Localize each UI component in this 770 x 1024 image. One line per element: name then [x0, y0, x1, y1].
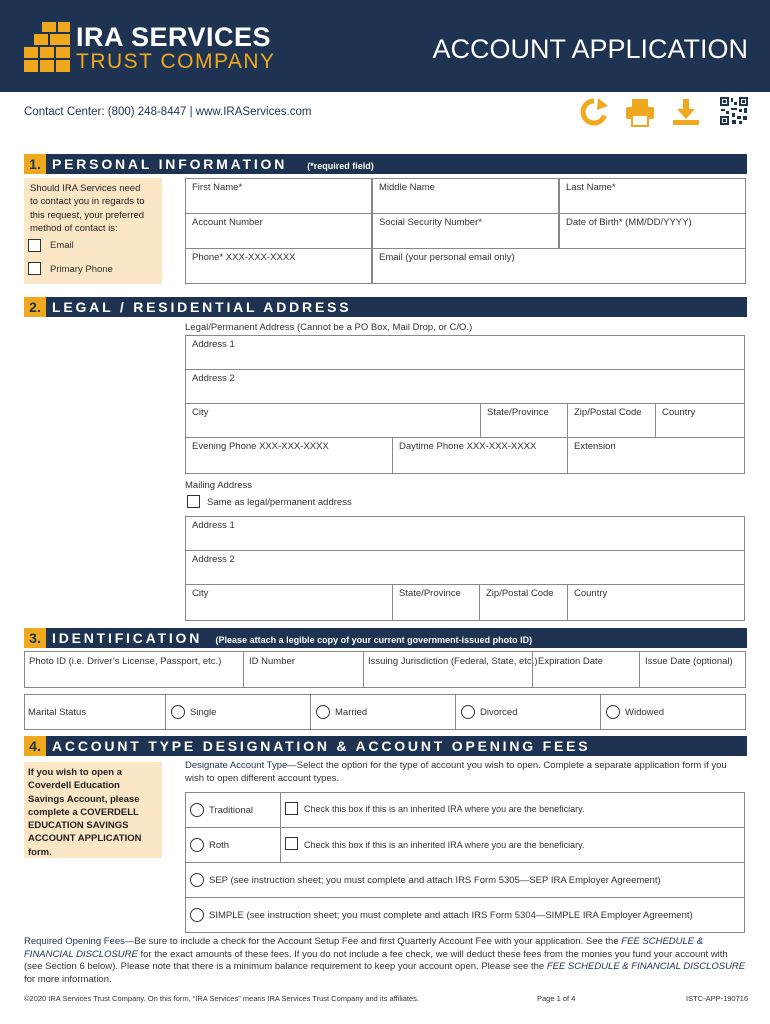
first-name-field[interactable] [185, 178, 372, 214]
date-of-birth-field[interactable] [559, 213, 746, 249]
footer-page-number: Page 1 of 4 [537, 994, 576, 1003]
first-name-label: First Name* [192, 182, 243, 193]
account-number-field[interactable] [185, 213, 372, 249]
single-radio[interactable] [171, 705, 185, 719]
mailing-state-label: State/Province [399, 588, 461, 599]
qr-code-icon [719, 96, 749, 126]
roth-radio[interactable] [190, 838, 204, 852]
section4-title: ACCOUNT TYPE DESIGNATION & ACCOUNT OPENING FEES [52, 738, 591, 754]
legal-address2-field[interactable] [185, 369, 745, 404]
issue-date-field[interactable] [639, 651, 746, 688]
legal-address1-label: Address 1 [192, 339, 235, 350]
extension-field[interactable] [567, 437, 745, 474]
traditional-label: Traditional [209, 805, 254, 816]
legal-address2-label: Address 2 [192, 373, 235, 384]
marital-status-label: Marital Status [28, 707, 87, 718]
section3-number: 3. [24, 628, 46, 648]
phone-field[interactable] [185, 248, 372, 284]
divorced-radio[interactable] [461, 705, 475, 719]
section1-header [24, 154, 747, 174]
email-label: Email (your personal email only) [379, 252, 515, 263]
issuing-jurisdiction-field[interactable] [363, 651, 538, 688]
footer-copyright: ©2020 IRA Services Trust Company. On this form, “IRA Services” means IRA Services Trust Company and its affiliates. [24, 994, 419, 1003]
roth-inherited-label: Check this box if this is an inherited IRA where you are the beneficiary. [304, 840, 585, 850]
mailing-zip-field[interactable] [479, 584, 568, 621]
same-as-legal-label: Same as legal/permanent address [207, 497, 352, 508]
legal-address1-field[interactable] [185, 335, 745, 370]
same-as-legal-checkbox[interactable] [187, 495, 200, 508]
daytime-phone-field[interactable] [392, 437, 568, 474]
id-number-field[interactable] [243, 651, 364, 688]
date-of-birth-label: Date of Birth* (MM/DD/YYYY) [566, 217, 692, 228]
designate-account-type-desc: —Select the option for the type of account you wish to open. Complete a separate application form if you wish to open different account types. [185, 760, 727, 784]
married-label: Married [335, 707, 368, 718]
ssn-field[interactable] [372, 213, 559, 249]
legal-country-field[interactable] [655, 403, 745, 438]
designate-account-type-link[interactable]: Designate Account Type [185, 760, 288, 771]
expiration-date-label: Expiration Date [538, 656, 603, 667]
daytime-phone-label: Daytime Phone XXX-XXX-XXXX [399, 441, 537, 452]
evening-phone-field[interactable] [185, 437, 393, 474]
simple-label: SIMPLE (see instruction sheet; you must complete and attach IRS Form 5304—SIMPLE IRA Employer Agreement) [209, 910, 693, 921]
section4-number: 4. [24, 736, 46, 756]
contact-preference-text: Should IRA Services need to contact you in regards to this request, your preferred method of contact is: [30, 183, 145, 234]
fee-schedule-link-1[interactable]: FEE SCHEDULE & FINANCIAL DISCLOSURE [24, 936, 704, 960]
photo-id-label: Photo ID (i.e. Driver’s License, Passport, etc.) [29, 656, 222, 667]
legal-state-field[interactable] [480, 403, 568, 438]
sep-label: SEP (see instruction sheet; you must complete and attach IRS Form 5305—SEP IRA Employer Agreement) [209, 875, 661, 886]
mailing-address2-field[interactable] [185, 550, 745, 585]
primary-phone-option-label: Primary Phone [50, 264, 113, 275]
section2-header [24, 297, 747, 317]
evening-phone-label: Evening Phone XXX-XXX-XXXX [192, 441, 329, 452]
contact-line: Contact Center: (800) 248-8447 | www.IRAServices.com [24, 106, 312, 118]
section3-note: (Please attach a legible copy of your current government-issued photo ID) [215, 635, 533, 645]
middle-name-field[interactable] [372, 178, 559, 214]
last-name-label: Last Name* [566, 182, 616, 193]
legal-address-caption: Legal/Permanent Address (Cannot be a PO Box, Mail Drop, or C/O.) [185, 322, 473, 333]
legal-city-field[interactable] [185, 403, 481, 438]
required-fees-text [24, 936, 746, 986]
designate-account-type-text [185, 760, 745, 786]
fees-text-part3: for more information. [24, 973, 112, 985]
mailing-country-field[interactable] [567, 584, 745, 621]
last-name-field[interactable] [559, 178, 746, 214]
section3-title: IDENTIFICATION [52, 630, 203, 646]
page-header [0, 0, 770, 92]
legal-zip-field[interactable] [567, 403, 656, 438]
section4-header [24, 736, 747, 756]
legal-city-label: City [192, 407, 209, 418]
legal-state-label: State/Province [487, 407, 549, 418]
brand-name: IRA SERVICES [76, 22, 272, 52]
legal-country-label: Country [662, 407, 696, 418]
traditional-inherited-label: Check this box if this is an inherited IRA where you are the beneficiary. [304, 804, 585, 814]
traditional-inherited-checkbox[interactable] [285, 802, 298, 815]
print-icon[interactable] [624, 96, 656, 128]
legal-zip-label: Zip/Postal Code [574, 407, 642, 418]
mailing-address1-label: Address 1 [192, 520, 235, 531]
married-radio[interactable] [316, 705, 330, 719]
logo-mark [24, 22, 70, 72]
required-fees-link[interactable]: Required Opening Fees [24, 936, 125, 947]
fee-schedule-link-2[interactable]: FEE SCHEDULE & FINANCIAL DISCLOSURE [546, 961, 746, 973]
email-checkbox[interactable] [28, 239, 41, 252]
brand-subname: TRUST COMPANY [76, 50, 276, 73]
section3-header [24, 628, 747, 648]
roth-inherited-checkbox[interactable] [285, 837, 298, 850]
issuing-jurisdiction-label: Issuing Jurisdiction (Federal, State, etc.) [368, 656, 538, 667]
traditional-radio[interactable] [190, 803, 204, 817]
photo-id-field[interactable] [24, 651, 244, 688]
divorced-label: Divorced [480, 707, 518, 718]
mailing-address-caption: Mailing Address [185, 480, 253, 491]
expiration-date-field[interactable] [532, 651, 640, 688]
issue-date-label: Issue Date (optional) [645, 656, 733, 667]
widowed-label: Widowed [625, 707, 665, 718]
sep-radio[interactable] [190, 873, 204, 887]
coverdell-note-panel [24, 762, 162, 858]
section1-title: PERSONAL INFORMATION [52, 156, 288, 172]
mailing-city-label: City [192, 588, 209, 599]
section1-note: (*required field) [307, 161, 374, 171]
section2-number: 2. [24, 297, 46, 317]
email-field[interactable] [372, 248, 746, 284]
simple-radio[interactable] [190, 908, 204, 922]
id-number-label: ID Number [249, 656, 295, 667]
fees-text-part2: for the exact amounts of these fees. If you do not include a fee check, we will deduct these fees from the monies you fund your account with (see Section 6 below). Please note that there is a minimum balance requirement to keep your account open. Please see the [24, 948, 728, 973]
footer-form-code: ISTC-APP-190716 [686, 994, 749, 1003]
coverdell-note-text: If you wish to open a Coverdell Education Savings Account, please complete a COVERDELL EDUCATION SAVINGS ACCOUNT APPLICATION form. [28, 767, 142, 858]
section1-number: 1. [24, 154, 46, 174]
mailing-state-field[interactable] [392, 584, 480, 621]
mailing-zip-label: Zip/Postal Code [486, 588, 554, 599]
widowed-radio[interactable] [606, 705, 620, 719]
email-option-label: Email [50, 240, 74, 251]
page-title: ACCOUNT APPLICATION [432, 34, 748, 64]
refresh-icon[interactable] [578, 96, 610, 128]
middle-name-label: Middle Name [379, 182, 435, 193]
download-icon[interactable] [670, 96, 702, 128]
mailing-city-field[interactable] [185, 584, 393, 621]
section2-title: LEGAL / RESIDENTIAL ADDRESS [52, 299, 352, 315]
fees-text-part1: —Be sure to include a check for the Account Setup Fee and first Quarterly Account Fee with your application. See the [124, 936, 622, 947]
extension-label: Extension [574, 441, 616, 452]
mailing-country-label: Country [574, 588, 608, 599]
account-number-label: Account Number [192, 217, 263, 228]
roth-label: Roth [209, 840, 230, 851]
primary-phone-checkbox[interactable] [28, 262, 41, 275]
ssn-label: Social Security Number* [379, 217, 482, 228]
mailing-address2-label: Address 2 [192, 554, 235, 565]
single-label: Single [190, 707, 217, 718]
phone-label: Phone* XXX-XXX-XXXX [192, 252, 296, 263]
mailing-address1-field[interactable] [185, 516, 745, 551]
